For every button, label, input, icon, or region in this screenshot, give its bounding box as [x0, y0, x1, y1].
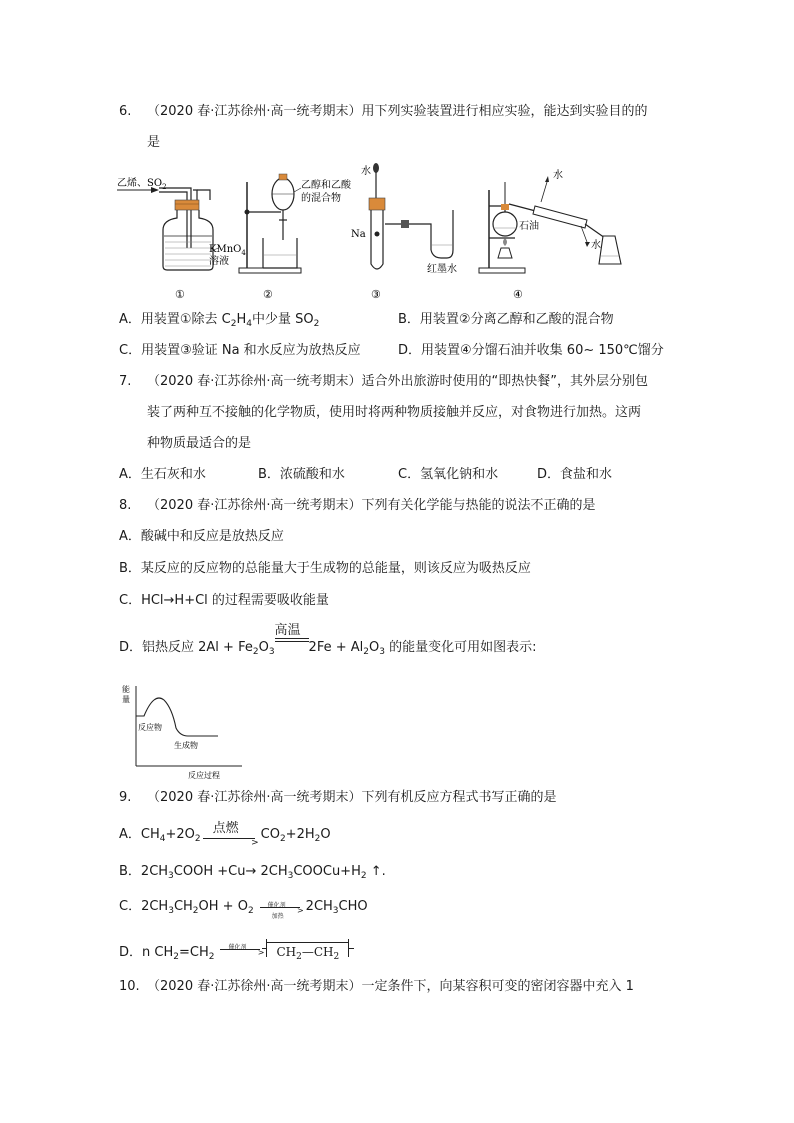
q9-a-prod3: O [320, 827, 331, 842]
q8-sub3: 2 [363, 647, 369, 657]
svg-text:乙烯、SO2: 乙烯、$SO_2$ [117, 178, 167, 191]
q9-c-arrow: 催化剂 > 加热 [258, 898, 306, 916]
q9-a-condition: 点燃 [212, 821, 239, 836]
svg-text:水: 水 [591, 240, 601, 251]
q10-stem-1: （2020 春·江苏徐州·高一统考期末）一定条件下，向某容积可变的密闭容器中充入 1 [147, 979, 634, 994]
q9-option-a[interactable] [119, 821, 331, 848]
q8-option-c[interactable]: C．HCl→H+Cl 的过程需要吸收能量 [119, 593, 329, 608]
svg-text:水: 水 [361, 166, 371, 177]
q9-number: 9. [119, 790, 132, 805]
q9-d-psub1: 2 [296, 952, 302, 962]
apparatus-2-separatory-funnel [239, 174, 352, 301]
q8-option-a[interactable]: A．酸碱中和反应是放热反应 [119, 529, 284, 544]
q6-option-a-mid: H [236, 312, 247, 327]
q6-option-a-sub3: 2 [313, 319, 320, 329]
q9-c-sub4: 3 [332, 906, 339, 916]
q8-option-d[interactable] [119, 623, 537, 657]
svg-text:的混合物: 的混合物 [301, 193, 341, 204]
q9-d-bond: — [301, 945, 314, 959]
svg-text:②: ② [263, 288, 273, 301]
q8-sub2: 3 [268, 647, 275, 657]
q9-b-pre: B．2CH [119, 864, 169, 879]
q9-stem-1: （2020 春·江苏徐州·高一统考期末）下列有机反应方程式书写正确的是 [147, 790, 557, 805]
q8-o2: O [368, 640, 380, 655]
q9-a-sub1: 4 [159, 834, 166, 844]
q9-d-mid: =CH [178, 945, 209, 960]
svg-text:石油: 石油 [519, 221, 539, 232]
svg-text:Na: Na [351, 229, 366, 240]
svg-text:溶液: 溶液 [209, 256, 229, 267]
q9-option-c[interactable] [119, 898, 368, 920]
q9-d-poly1: CH [276, 945, 297, 959]
apparatus-1-wash-bottle [117, 176, 246, 301]
q9-b-sub2: 3 [287, 871, 294, 881]
q9-d-arrow: 催化剂 > [218, 940, 266, 958]
q7-stem-2: 装了两种互不接触的化学物质，使用时将两种物质接触并反应，对食物进行加热。这两 [147, 405, 642, 420]
q7-number: 7. [119, 374, 132, 389]
q9-c-mid: CH [173, 899, 193, 914]
q7-option-c[interactable]: C．氢氧化钠和水 [398, 467, 499, 482]
q6-option-a[interactable] [119, 311, 319, 329]
svg-text:KMnO4: KMnO$_4$ [209, 244, 246, 257]
q7-option-b[interactable]: B．浓硫酸和水 [258, 467, 345, 482]
svg-text:乙醇和乙酸: 乙醇和乙酸 [301, 180, 351, 191]
q9-a-sub3: 2 [279, 834, 286, 844]
q6-option-b[interactable]: B．用装置②分离乙醇和乙酸的混合物 [398, 312, 614, 327]
q6-option-d[interactable]: D．用装置④分馏石油并收集 60~ 150℃馏分 [398, 343, 664, 358]
svg-text:能: 能 [122, 685, 130, 694]
q9-d-sub1: 2 [173, 952, 179, 962]
q9-b-post: COOCu+H [293, 864, 361, 879]
q6-option-a-sub1: 2 [230, 319, 237, 329]
q6-option-a-sub2: 4 [246, 319, 253, 329]
q9-c-sub1: 3 [168, 906, 174, 916]
q9-c-condition-bottom: 加热 [271, 913, 284, 920]
q6-option-a-post: 中少量 SO [252, 312, 314, 327]
q10-line1 [119, 978, 634, 996]
q9-option-d[interactable] [119, 940, 349, 962]
q9-line1 [119, 789, 556, 807]
svg-text:量: 量 [122, 695, 130, 704]
q7-line1 [119, 373, 648, 391]
q8-number: 8. [119, 498, 132, 513]
svg-text:反应物: 反应物 [138, 723, 162, 732]
q9-b-mid: COOH +Cu→ 2CH [173, 864, 288, 879]
q9-a-pre: A．CH [119, 827, 160, 842]
apparatus-3-test-tube [351, 163, 457, 301]
q8-sub4: 3 [379, 647, 385, 657]
q9-c-prod: 2CH [305, 899, 333, 914]
q8-o: O [258, 640, 269, 655]
q9-d-poly2: CH [313, 945, 334, 959]
q9-b-end: ↑. [366, 864, 386, 879]
q8-option-b[interactable]: B．某反应的反应物的总能量大于生成物的总能量，则该反应为吸热反应 [119, 561, 531, 576]
q9-a-prod2: +2H [285, 827, 315, 842]
q9-a-sub2: 2 [194, 834, 201, 844]
q8-line1 [119, 497, 595, 515]
svg-text:红墨水: 红墨水 [427, 264, 457, 275]
q8-sub1: 2 [252, 647, 259, 657]
svg-text:生成物: 生成物 [174, 741, 198, 750]
q9-c-sub3: 2 [247, 906, 254, 916]
apparatus-4-distillation [479, 168, 621, 301]
q8-option-d-post: 的能量变化可用如图表示: [384, 640, 537, 655]
svg-text:①: ① [175, 288, 185, 301]
q7-option-d[interactable]: D．食盐和水 [537, 467, 613, 482]
q9-c-end: CHO [338, 899, 368, 914]
q6-number: 6. [119, 104, 132, 119]
q6-apparatus-figure [115, 160, 675, 310]
q9-option-b[interactable] [119, 863, 386, 881]
svg-text:水: 水 [553, 170, 563, 181]
q9-a-arrow: 点燃 > [201, 826, 261, 844]
q6-option-a-text: A．用装置①除去 C [119, 312, 231, 327]
svg-text:③: ③ [371, 288, 381, 301]
q6-line1 [119, 103, 647, 121]
q8-reaction-arrow [274, 623, 309, 657]
q9-a-mid: +2O [165, 827, 195, 842]
q8-condition: 高温 [274, 623, 301, 638]
q6-option-c[interactable]: C．用装置③验证 Na 和水反应为放热反应 [119, 343, 361, 358]
q9-c-sub2: 2 [192, 906, 199, 916]
q9-d-condition: 催化剂 [228, 944, 247, 951]
q9-c-mid2: OH + O [198, 899, 248, 914]
q9-c-condition-top: 催化剂 [267, 902, 286, 909]
q9-d-sub2: 2 [208, 952, 215, 962]
q9-b-sub1: 3 [168, 871, 174, 881]
q8-product: 2Fe + Al [308, 640, 364, 655]
q9-a-sub4: 2 [314, 834, 321, 844]
q9-d-pre: D．n CH [119, 945, 174, 960]
q9-d-polymer [266, 942, 349, 961]
q7-stem-1: （2020 春·江苏徐州·高一统考期末）适合外出旅游时使用的“即热快餐”，其外层分别包 [147, 374, 648, 389]
q9-a-prod: CO [260, 827, 280, 842]
q9-c-pre: C．2CH [119, 899, 169, 914]
svg-text:④: ④ [513, 288, 523, 301]
q7-option-a[interactable]: A．生石灰和水 [119, 467, 206, 482]
q8-energy-diagram [118, 682, 248, 782]
q9-b-sub3: 2 [360, 871, 367, 881]
q6-stem-2: 是 [147, 135, 161, 150]
q7-stem-3: 种物质最适合的是 [147, 436, 252, 451]
q8-option-d-text: D．铝热反应 2Al + Fe [119, 640, 253, 655]
svg-text:反应过程: 反应过程 [188, 771, 220, 780]
q9-d-psub2: 2 [333, 952, 340, 962]
q6-stem-1: （2020 春·江苏徐州·高一统考期末）用下列实验装置进行相应实验，能达到实验目的的 [147, 104, 648, 119]
q10-number: 10. [119, 979, 140, 994]
q8-stem-1: （2020 春·江苏徐州·高一统考期末）下列有关化学能与热能的说法不正确的是 [147, 498, 596, 513]
